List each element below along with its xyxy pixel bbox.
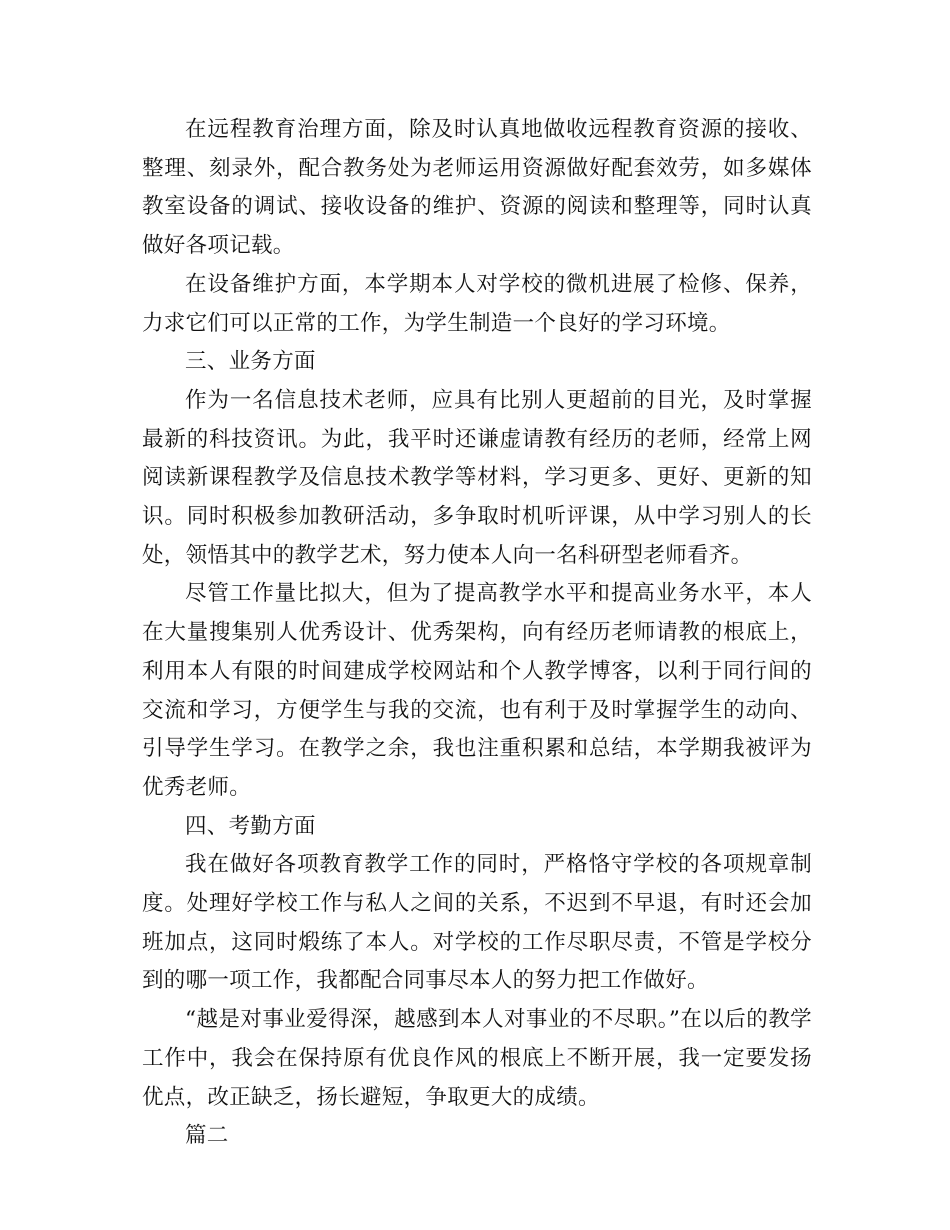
document-body [142,111,812,1156]
paragraph-business-learning: 作为一名信息技术老师，应具有比别人更超前的目光，及时掌握最新的科技资讯。为此，我平时还谦虚请教有经历的老师，经常上网阅读新课程教学及信息技术教学等材料，学习更多、更好、更新的知识。同时积极参加教研活动，多争取时机听评课，从中学习别人的长处，领悟其中的教学艺术，努力使本人向一名科研型老师看齐。 [142,387,812,568]
paragraph-equipment-maintenance: 在设备维护方面，本学期本人对学校的微机进展了检修、保养，力求它们可以正常的工作，为学生制造一个良好的学习环境。 [142,271,812,336]
paragraph-business-website: 尽管工作量比拟大，但为了提高教学水平和提高业务水平，本人在大量搜集别人优秀设计、优秀架构，向有经历老师请教的根底上，利用本人有限的时间建成学校网站和个人教学博客，以利于同行间的交流和学习，方便学生与我的交流，也有利于及时掌握学生的动向、引导学生学习。在教学之余，我也注重积累和总结，本学期我被评为优秀老师。 [142,581,812,800]
paragraph-attendance: 我在做好各项教育教学工作的同时，严格恪守学校的各项规章制度。处理好学校工作与私人之间的关系，不迟到不早退，有时还会加班加点，这同时煅练了本人。对学校的工作尽职尽责，不管是学校分到的哪一项工作，我都配合同事尽本人的努力把工作做好。 [142,852,812,994]
section-heading-attendance: 四、考勤方面 [185,813,316,839]
paragraph-conclusion: “越是对事业爱得深，越感到本人对事业的不尽职。”在以后的教学工作中，我会在保持原有优良作风的根底上不断开展，我一定要发扬优点，改正缺乏，扬长避短，争取更大的成绩。 [142,1007,812,1110]
section-heading-business: 三、业务方面 [185,349,316,375]
section-heading-part-two: 篇二 [185,1123,229,1149]
paragraph-remote-education: 在远程教育治理方面，除及时认真地做收远程教育资源的接收、整理、刻录外，配合教务处为老师运用资源做好配套效劳，如多媒体教室设备的调试、接收设备的维护、资源的阅读和整理等，同时认真做好各项记载。 [142,117,812,259]
